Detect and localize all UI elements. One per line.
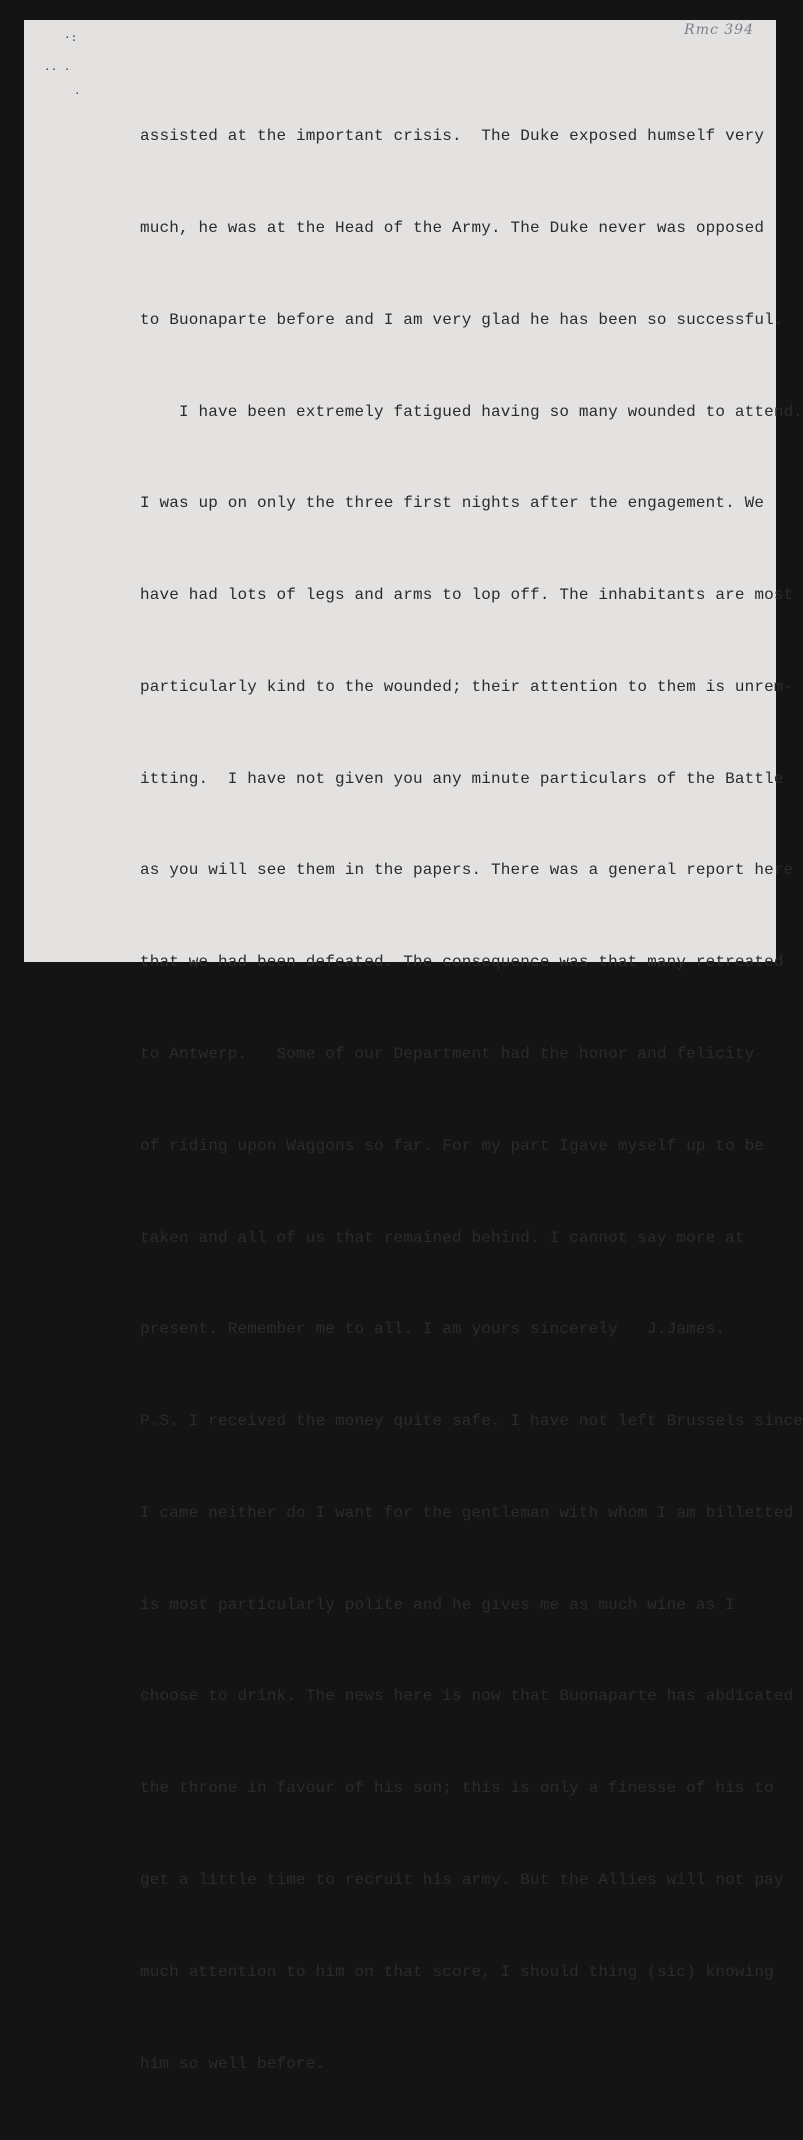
text-line: that we had been defeated. The consequence was that many retreated <box>140 953 784 972</box>
text-line: particularly kind to the wounded; their attention to them is unrem- <box>140 677 794 696</box>
text-line: is most particularly polite and he gives me as much wine as I <box>140 1595 735 1614</box>
document-page <box>24 20 803 2073</box>
text-line: to Buonaparte before and I am very glad he has been so successful. <box>140 310 784 329</box>
text-line: him so well before. <box>140 2054 326 2073</box>
margin-mark: · <box>74 87 81 100</box>
text-line: I was up on only the three first nights after the engagement. We <box>140 494 765 513</box>
text-line: to Antwerp. Some of our Department had the honor and felicity <box>140 1045 755 1063</box>
text-line: taken and all of us that remained behind. I cannot say more at <box>140 1228 745 1247</box>
letter-body <box>140 60 803 2140</box>
text-line: the throne in favour of his son; this is only a finesse of his to <box>140 1779 774 1798</box>
text-line: P.S. I received the money quite safe. I have not left Brussels since <box>140 1412 803 1431</box>
text-line: itting. I have not given you any minute particulars of the Battle <box>140 769 784 788</box>
text-line: assisted at the important crisis. The Duke exposed humself very <box>140 127 765 146</box>
text-line: get a little time to recruit his army. But the Allies will not pay <box>140 1871 784 1890</box>
text-line: choose to drink. The news here is now that Buonaparte has abdicated <box>140 1687 794 1706</box>
text-line: of riding upon Waggons so far. For my part Igave myself up to be <box>140 1136 765 1155</box>
margin-mark: ·· · <box>44 63 71 76</box>
text-line: much attention to him on that score, I should thing (sic) knowing <box>140 1962 774 1981</box>
text-line: I have been extremely fatigued having so many wounded to attend. <box>140 402 803 421</box>
margin-mark: ·: <box>64 31 78 44</box>
text-line: have had lots of legs and arms to lop off. The inhabitants are most <box>140 586 794 605</box>
text-line: as you will see them in the papers. There was a general report here <box>140 861 794 880</box>
archive-reference: Rmc 394 <box>684 22 754 38</box>
text-line: I came neither do I want for the gentleman with whom I am billetted <box>140 1503 794 1522</box>
text-line: much, he was at the Head of the Army. The Duke never was opposed <box>140 218 765 237</box>
text-line: present. Remember me to all. I am yours sincerely J.James. <box>140 1320 726 1339</box>
